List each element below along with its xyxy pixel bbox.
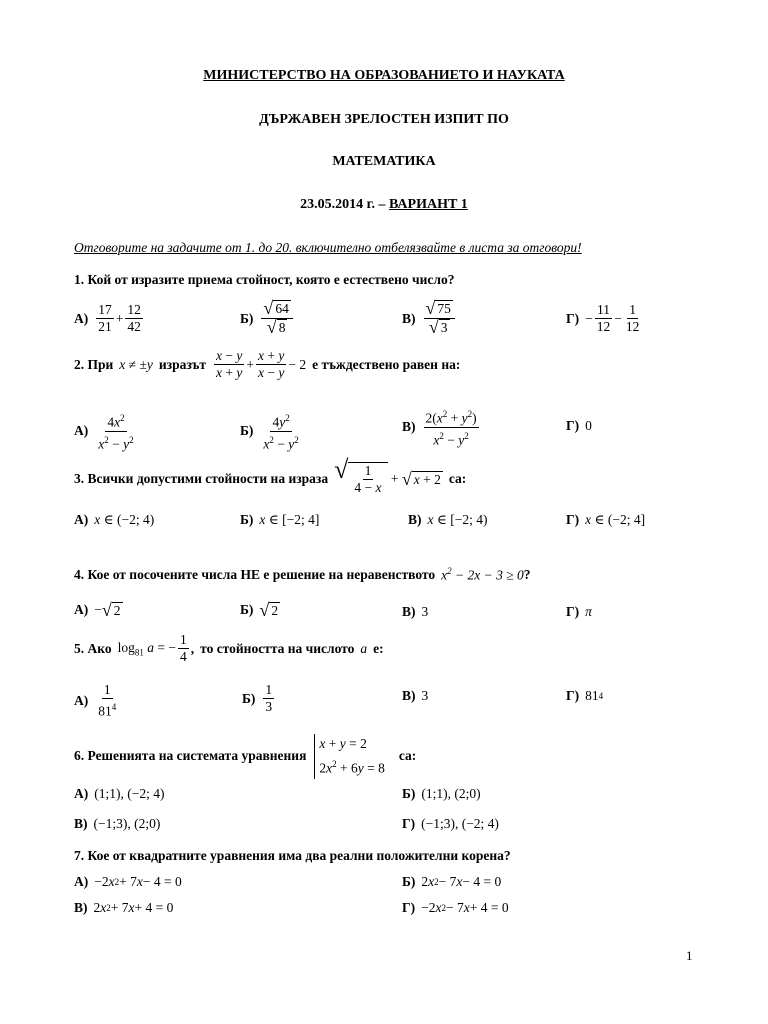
q3-option-v: В) x ∈ [−2; 4) xyxy=(408,512,488,527)
q6-option-g: Г) (−1;3), (−2; 4) xyxy=(402,816,499,831)
variant-label: ВАРИАНТ 1 xyxy=(388,197,468,212)
q4-option-a: А) − √ 2 xyxy=(74,600,121,620)
q1-option-v: В) √ 75 √ 3 xyxy=(402,300,457,337)
q7-option-v: В) 2 x 2 + 7 x + 4 = 0 xyxy=(74,900,174,915)
date-variant xyxy=(0,197,768,213)
q5-option-a: А) $\frac{1}{81^4}$ xyxy=(74,682,117,719)
q6-option-a: А) (1;1), (−2; 4) xyxy=(74,786,165,801)
q3-option-b: Б) x ∈ [−2; 4] xyxy=(240,512,320,527)
q7-option-a: А) −2 x 2 + 7 x − 4 = 0 xyxy=(74,874,182,889)
question-3: 3. Всички допустими стойности на израза √ $\frac{1}{4 - x}$ + √ x + 2 са: xyxy=(74,455,467,495)
q4-option-b: Б) √ 2 xyxy=(240,600,279,620)
exam-date: 23.05.2014 г. – xyxy=(300,197,386,212)
q5-option-g: Г) 81 4 xyxy=(566,688,604,703)
question-2: 2. При x ≠ ± y изразът $\frac{x - y}{x + y}$ + $\frac{x + y}{x - y}$ − 2 е тъждествено равен на: xyxy=(74,348,461,380)
q1-option-a: А) $\frac{17}{21}$ + $\frac{12}{42}$ xyxy=(74,302,141,334)
ministry-title: МИНИСТЕРСТВО НА ОБРАЗОВАНИЕТО И НАУКАТА xyxy=(203,68,565,83)
q6-option-v: В) (−1;3), (2;0) xyxy=(74,816,161,831)
question-6: 6. Решенията на системата уравнения x + y = 2 $2x^2 + 6y = 8$ са: xyxy=(74,734,416,779)
q3-option-g: Г) x ∈ (−2; 4] xyxy=(566,512,646,527)
q5-option-b: Б) $\frac{1}{3}$ xyxy=(242,682,273,714)
q2-option-b: Б) $\frac{4y^2}{x^2 - y^2}$ xyxy=(240,410,303,452)
subject-title: МАТЕМАТИКА xyxy=(332,154,436,169)
question-5: 5. Ако $\log_{81} a$ = − $\frac{1}{4}$ , то стойността на числото a е: xyxy=(74,632,384,664)
q3-option-a: А) x ∈ (−2; 4) xyxy=(74,512,155,527)
page-number: 1 xyxy=(686,948,693,963)
q6-option-b: Б) (1;1), (2;0) xyxy=(402,786,481,801)
q7-option-b: Б) 2 x 2 − 7 x − 4 = 0 xyxy=(402,874,502,889)
q7-option-g: Г) −2 x 2 − 7 x + 4 = 0 xyxy=(402,900,509,915)
exam-title: ДЪРЖАВЕН ЗРЕЛОСТЕН ИЗПИТ ПО xyxy=(259,112,509,127)
q2-option-g: Г) 0 xyxy=(566,418,592,433)
q1-option-g: Г) − $\frac{11}{12}$ − $\frac{1}{12}$ xyxy=(566,302,640,334)
question-4: 4. Кое от посочените числа НЕ е решение на неравенството $x^2 - 2x - 3 \ge 0$ ? xyxy=(74,566,531,583)
question-1: 1. Кой от изразите приема стойност, която е естествено число? xyxy=(74,272,455,287)
q2-option-a: А) $\frac{4x^2}{x^2 - y^2}$ xyxy=(74,410,138,452)
instruction: Отговорите на задачите от 1. до 20. включително отбелязвайте в листа за отговори! xyxy=(74,240,582,255)
q1-option-b: Б) √ 64 √ 8 xyxy=(240,300,295,337)
q2-option-v: В) $\frac{2(x^2 + y^2)}{x^2 - y^2}$ xyxy=(402,406,481,448)
q4-option-g: Г) π xyxy=(566,604,592,619)
q4-option-v: В) 3 xyxy=(402,604,429,619)
q5-option-v: В) 3 xyxy=(402,688,429,703)
question-7: 7. Кое от квадратните уравнения има два реални положителни корена? xyxy=(74,848,511,863)
